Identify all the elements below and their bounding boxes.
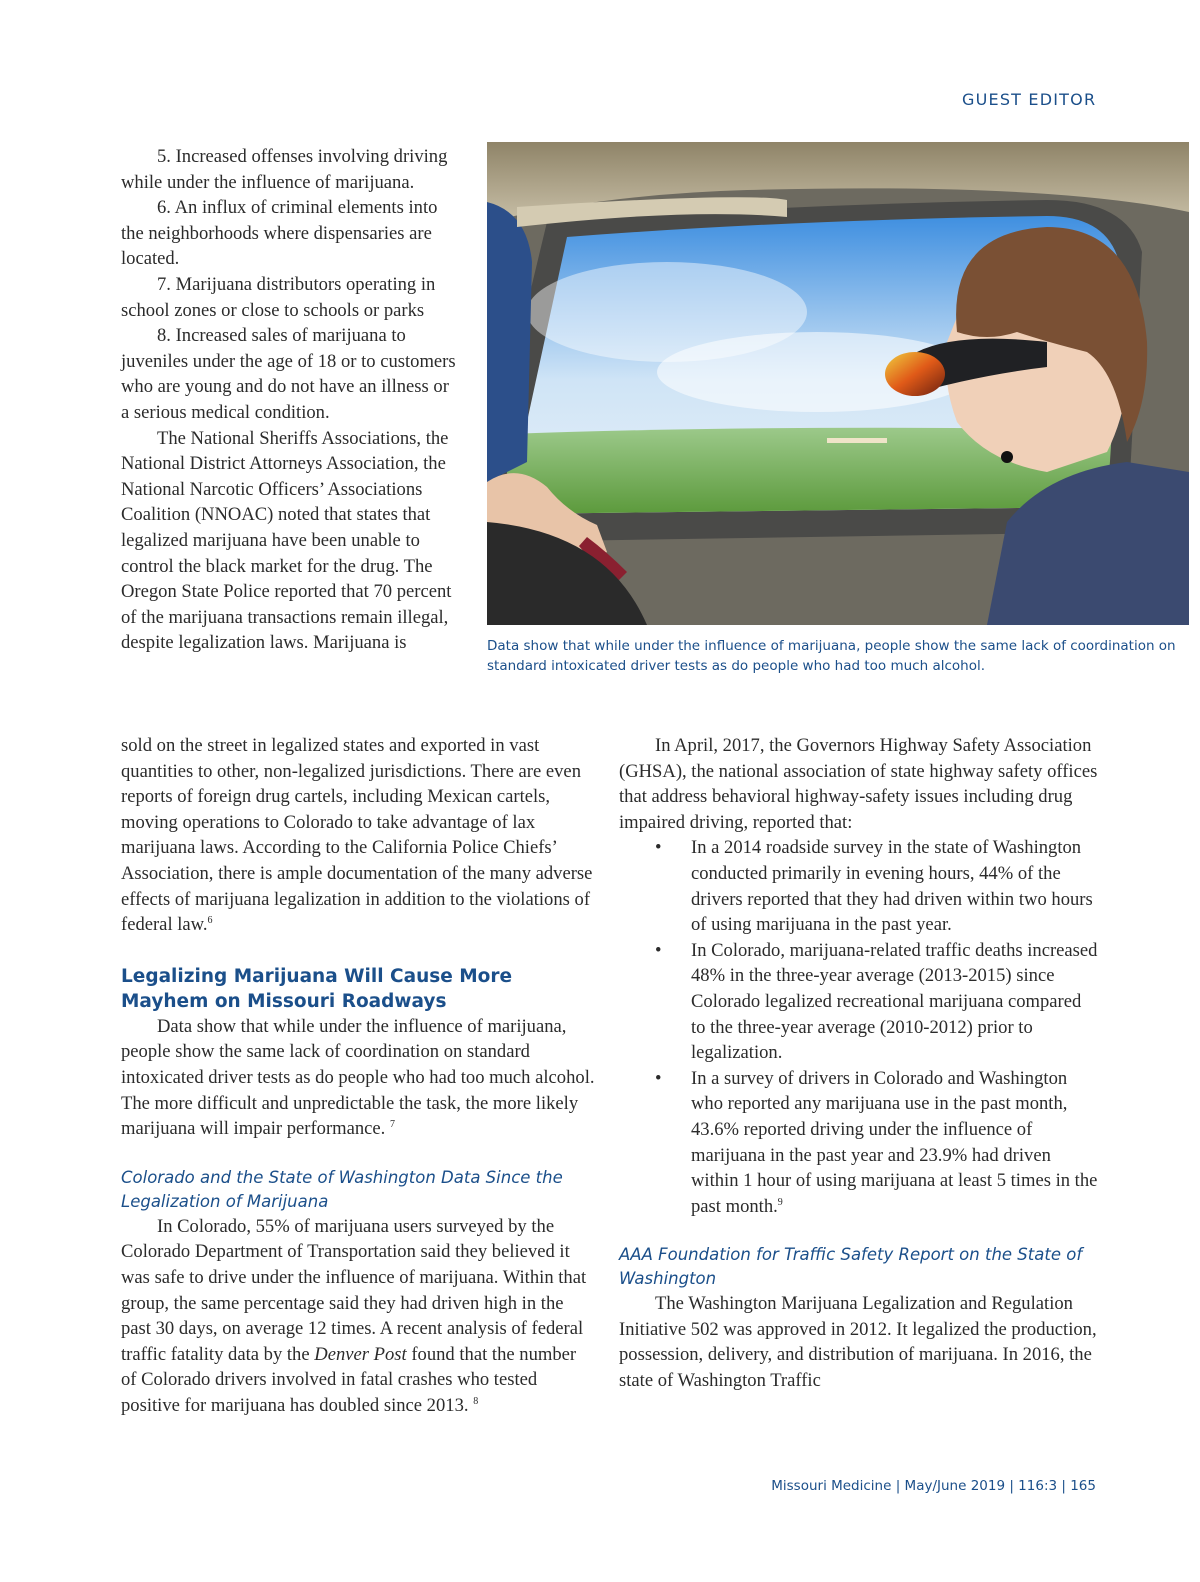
list-item <box>619 938 1099 1066</box>
paragraph-washington: The Washington Marijuana Legalization and Regulation Initiative 502 was approved in 2012. It legalized the production, possession, delivery, and distribution of marijuana. In 2016, the state of Washington Traffic <box>619 1293 1097 1392</box>
list-item-text: In a 2014 roadside survey in the state of Washington conducted primarily in evening hours, 44% of the drivers reported that they had driven within two hours of using marijuana in the past year. <box>691 837 1093 936</box>
list-item-5: 5. Increased offenses involving driving while under the influence of marijuana. <box>121 146 448 193</box>
paragraph-coordination <box>121 1014 596 1142</box>
paragraph-colorado <box>121 1214 596 1419</box>
subsection-heading-colorado: Colorado and the State of Washington Data Since the Legalization of Marijuana <box>121 1167 563 1211</box>
driver-photo <box>487 142 1189 625</box>
section-label: GUEST EDITOR <box>962 90 1097 109</box>
publication-name: Denver Post <box>314 1343 407 1365</box>
list-item <box>619 1066 1099 1220</box>
reference-6: 6 <box>207 914 213 926</box>
left-column-upper <box>121 144 461 656</box>
bullet-icon: • <box>655 837 662 859</box>
paragraph-black-market <box>121 733 596 938</box>
bullet-icon: • <box>655 939 662 961</box>
subsection-heading-aaa: AAA Foundation for Traffic Safety Report on the State of Washington <box>619 1245 1083 1289</box>
list-item <box>619 835 1099 937</box>
reference-7: 7 <box>390 1118 395 1130</box>
list-item-text: In Colorado, marijuana-related traffic deaths increased 48% in the three-year average (2013-2015) since Colorado legalized recreational marijuana compared to the three-year average (2010-2012) prior to legalization. <box>691 939 1098 1064</box>
paragraph-text: In Colorado, 55% of marijuana users surveyed by the Colorado Department of Transportation said they believed it was safe to drive under the influence of marijuana. Within that group, the same percentage said they had driven high in the past 30 days, on average 12 times. A recent analysis of federal traffic fatality data by the <box>121 1215 587 1365</box>
list-item-8: 8. Increased sales of marijuana to juveniles under the age of 18 or to customers who are young and do not have an illness or a serious medical condition. <box>121 325 456 423</box>
section-heading: Legalizing Marijuana Will Cause More Mayhem on Missouri Roadways <box>121 965 513 1012</box>
reference-8: 8 <box>473 1395 479 1407</box>
right-column-main <box>619 733 1099 1394</box>
paragraph-text: sold on the street in legalized states and exported in vast quantities to other, non-legalized jurisdictions. There are even reports of foreign drug cartels, including Mexican cartels, moving operations to Colorado to take advantage of lax marijuana laws. According to the California Police Chiefs’ Association, there is ample documentation of the many adverse effects of marijuana legalization in addition to the violations of federal law. <box>121 735 593 936</box>
bullet-list <box>619 835 1099 1219</box>
bullet-icon: • <box>655 1067 662 1089</box>
list-item-text: In a survey of drivers in Colorado and Washington who reported any marijuana use in the past month, 43.6% reported driving under the influence of marijuana in the past year and 23.9% had driven within 1 hour of using marijuana at least 5 times in the past month. <box>691 1067 1098 1217</box>
reference-9: 9 <box>777 1196 783 1208</box>
paragraph-sheriffs: The National Sheriffs Associations, the National District Attorneys Association, the National Narcotic Officers’ Associations Coalition (NNOAC) noted that states that legalized marijuana have been unable to control the black market for the drug. The Oregon State Police reported that 70 percent of the marijuana transactions remain illegal, despite legalization laws. Marijuana is <box>121 427 452 654</box>
photo-caption: Data show that while under the influence of marijuana, people show the same lack of coordination on standard intoxicated driver tests as do people who had too much alcohol. <box>487 638 1176 674</box>
list-item-6: 6. An influx of criminal elements into the neighborhoods where dispensaries are located. <box>121 197 438 270</box>
page-footer: Missouri Medicine | May/June 2019 | 116:3 | 165 <box>771 1478 1096 1494</box>
paragraph-text: Data show that while under the influence of marijuana, people show the same lack of coordination on standard intoxicated driver tests as do people who had too much alcohol. The more difficult and unpredictable the task, the more likely marijuana will impair performance. <box>121 1015 595 1140</box>
list-item-7: 7. Marijuana distributors operating in school zones or close to schools or parks <box>121 273 436 321</box>
paragraph-text: found that the number of Colorado drivers involved in fatal crashes who tested positive for marijuana has doubled since 2013. <box>121 1343 577 1416</box>
paragraph-ghsa: In April, 2017, the Governors Highway Safety Association (GHSA), the national association of state highway safety offices that address behavioral highway-safety issues including drug impaired driving, reported that: <box>619 735 1098 833</box>
left-column-main <box>121 733 596 1418</box>
